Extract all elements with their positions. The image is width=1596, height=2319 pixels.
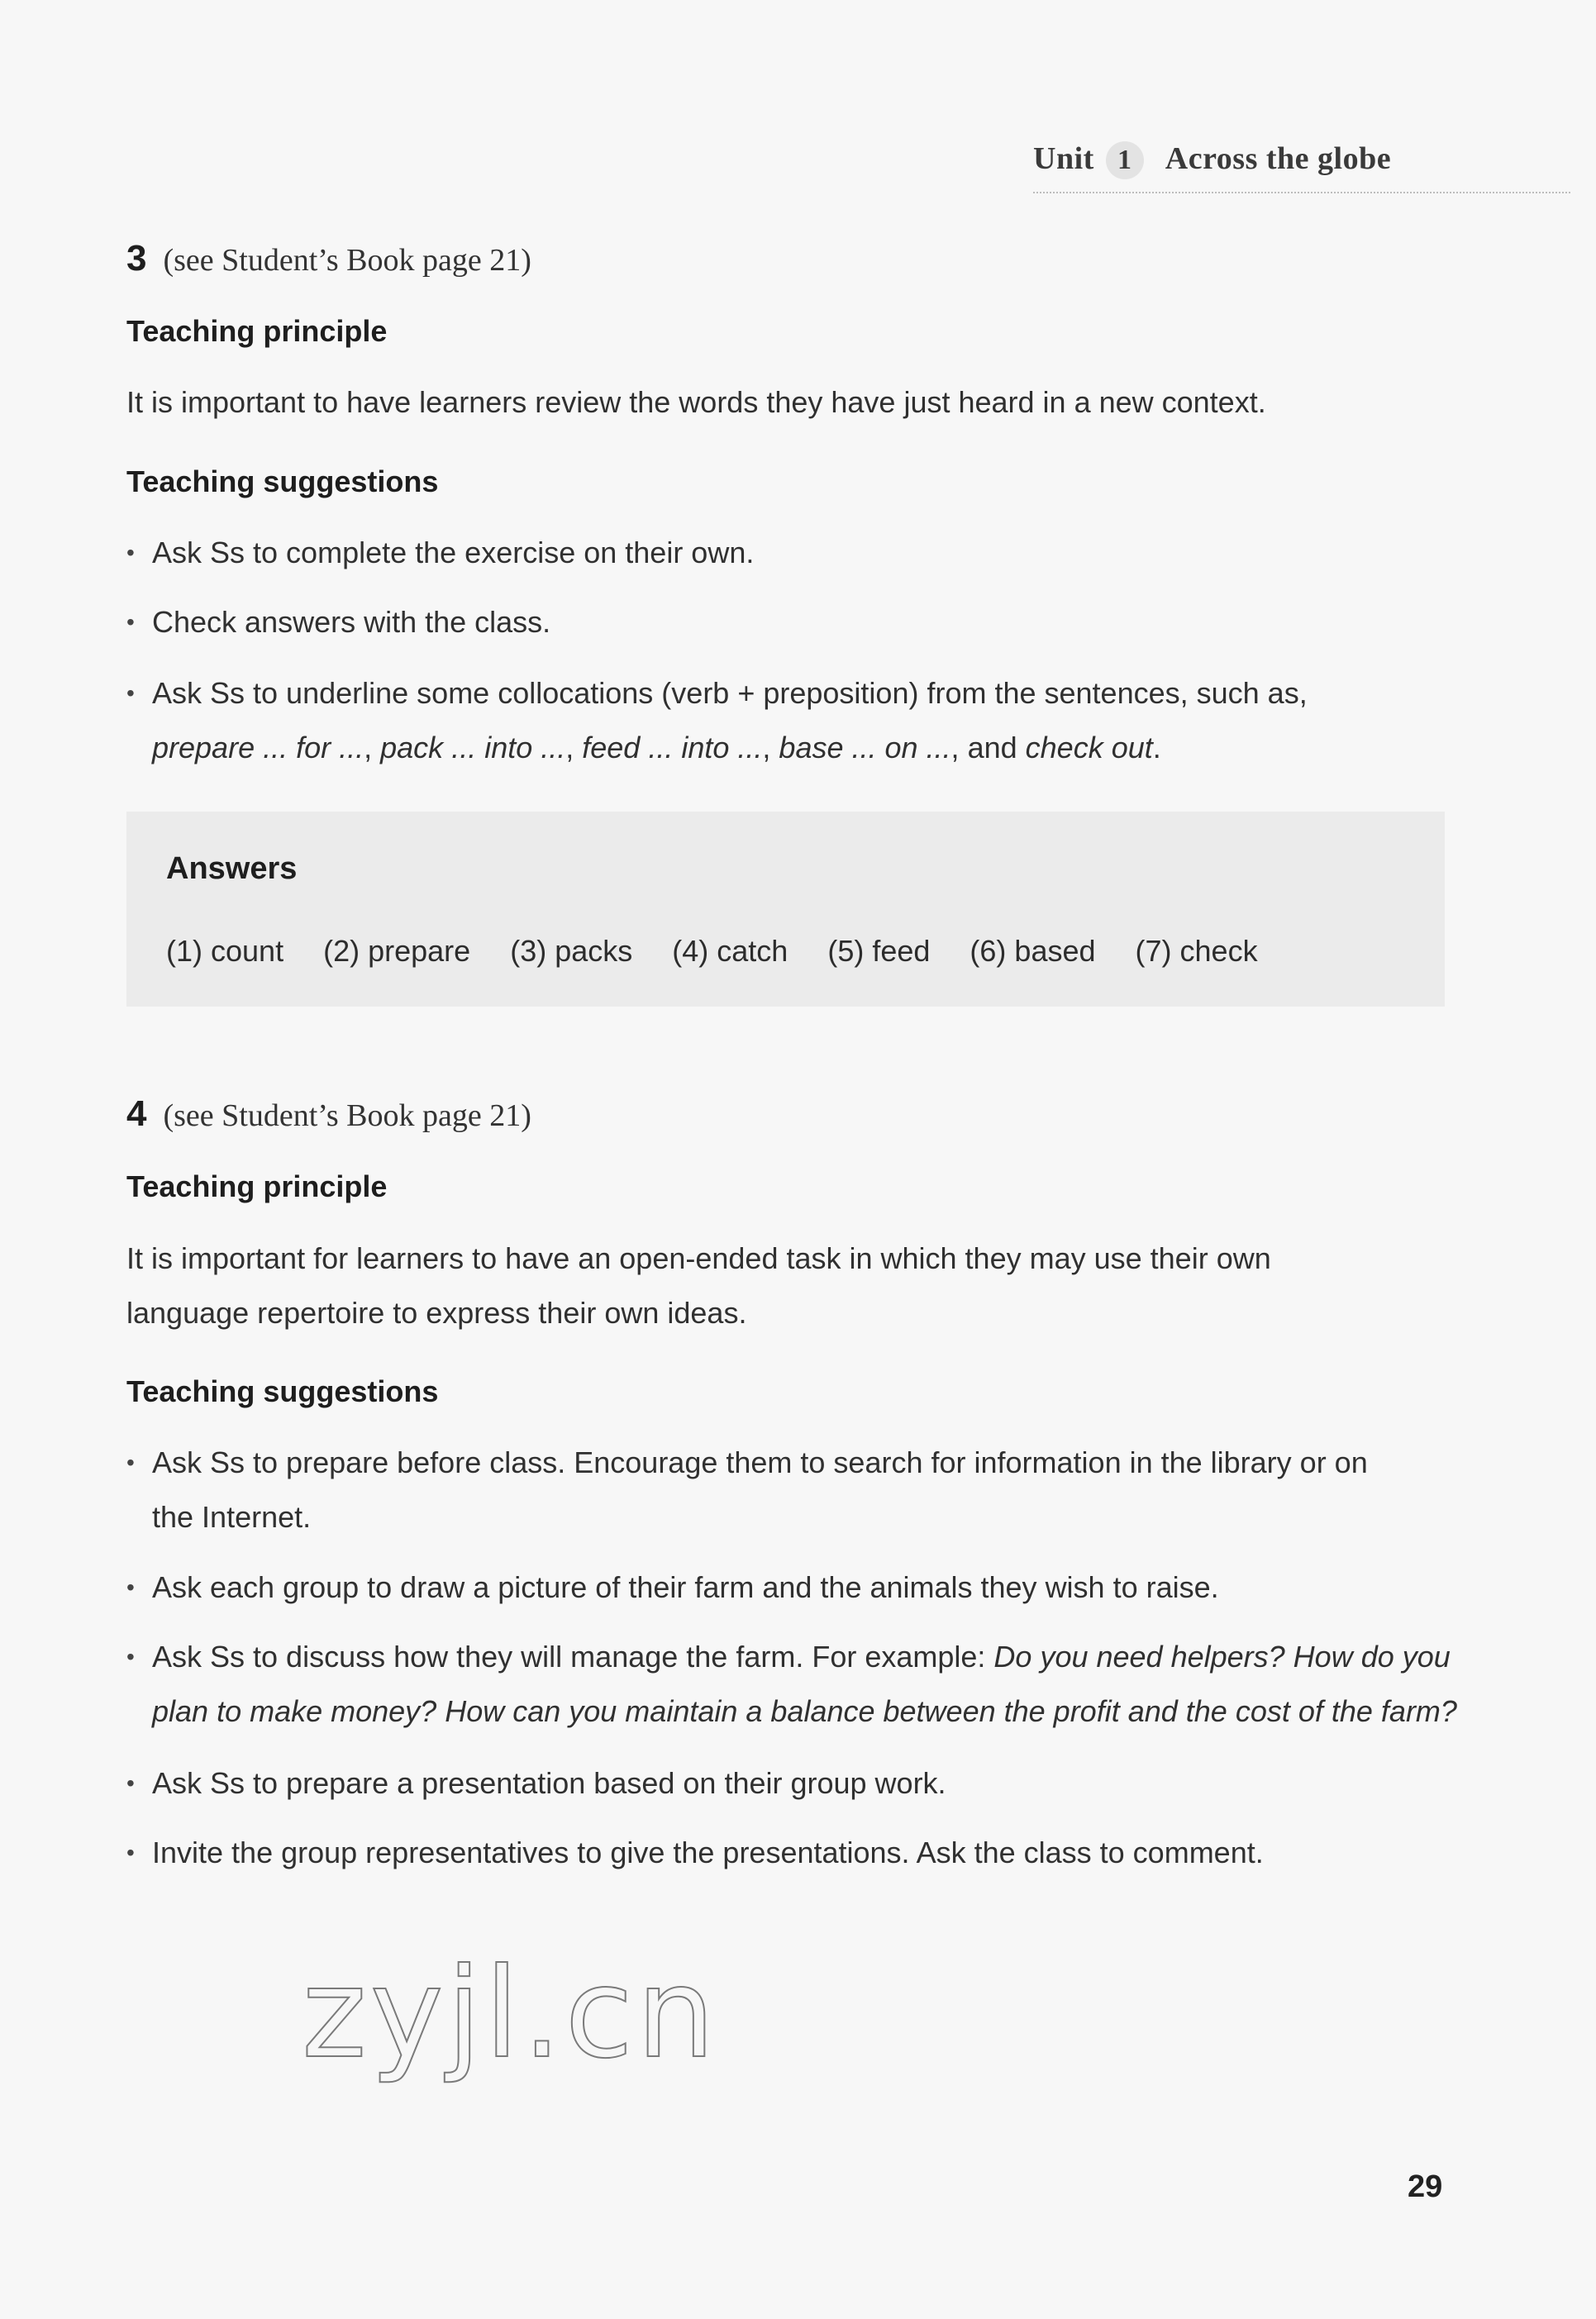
section-4-number: 4 [126, 1093, 147, 1134]
answers-list [166, 934, 1258, 969]
section-3-bullet-2: • Check answers with the class. [126, 595, 1475, 650]
collocation: check out [1025, 731, 1153, 764]
section-3-principle-text: It is important to have learners review the words they have just heard in a new context. [126, 385, 1266, 419]
section-4-reference: (see Student’s Book page 21) [163, 1098, 531, 1133]
section-4-principle-heading: Teaching principle [126, 1169, 388, 1203]
unit-number: 1 [1106, 141, 1144, 179]
section-4-bullet-5: • Invite the group representatives to give the presentations. Ask the class to comment. [126, 1826, 1475, 1880]
answer-item: (3) packs [510, 934, 633, 968]
section-3-heading [126, 238, 531, 279]
answer-item: (5) feed [827, 934, 931, 968]
bullet-text: Ask Ss to underline some collocations (verb + preposition) from the sentences, such as, [152, 676, 1308, 710]
section-3-bullet-3: • Ask Ss to underline some collocations (verb + preposition) from the sentences, such as, prepare ... for ..., pack ... into ..., feed ... into ..., base ... on ..., and check out. [126, 666, 1475, 775]
unit-title: Across the globe [1165, 141, 1392, 176]
unit-label: Unit [1033, 141, 1094, 176]
running-header [1033, 140, 1570, 179]
page-number: 29 [1408, 2169, 1443, 2204]
answers-heading: Answers [166, 851, 298, 886]
answer-item: (6) based [970, 934, 1096, 968]
section-3-bullet-1: • Ask Ss to complete the exercise on their own. [126, 526, 1475, 580]
answers-box [126, 812, 1445, 1007]
answer-item: (4) catch [672, 934, 788, 968]
section-4-bullet-2: • Ask each group to draw a picture of their farm and the animals they wish to raise. [126, 1560, 1475, 1615]
collocation: base ... on ... [779, 731, 951, 764]
section-3-reference: (see Student’s Book page 21) [163, 243, 531, 278]
section-4-principle-text: It is important for learners to have an open-ended task in which they may use their own language repertoire to express their own ideas. [126, 1241, 1271, 1330]
collocation: pack ... into ... [380, 731, 566, 764]
collocation: feed ... into ... [582, 731, 763, 764]
section-4-bullet-3: • Ask Ss to discuss how they will manage the farm. For example: Do you need helpers? How do you plan to make money? How can you maintain a balance between the profit and the cost of the farm? [126, 1630, 1475, 1739]
answer-item: (1) count [166, 934, 284, 968]
section-4-suggestions-heading: Teaching suggestions [126, 1374, 439, 1408]
collocation: prepare ... for ... [152, 731, 364, 764]
section-4-bullet-4: • Ask Ss to prepare a presentation based on their group work. [126, 1756, 1475, 1811]
answer-item: (2) prepare [323, 934, 471, 968]
section-3-number: 3 [126, 238, 147, 279]
section-3-principle-heading: Teaching principle [126, 314, 388, 348]
section-4-heading [126, 1093, 531, 1135]
header-divider [1033, 192, 1570, 193]
section-4-bullet-1: • Ask Ss to prepare before class. Encourage them to search for information in the library or on the Internet. [126, 1436, 1475, 1545]
watermark-logo: zyjl.cn [302, 1942, 719, 2086]
section-3-suggestions-heading: Teaching suggestions [126, 464, 439, 498]
answer-item: (7) check [1135, 934, 1258, 968]
